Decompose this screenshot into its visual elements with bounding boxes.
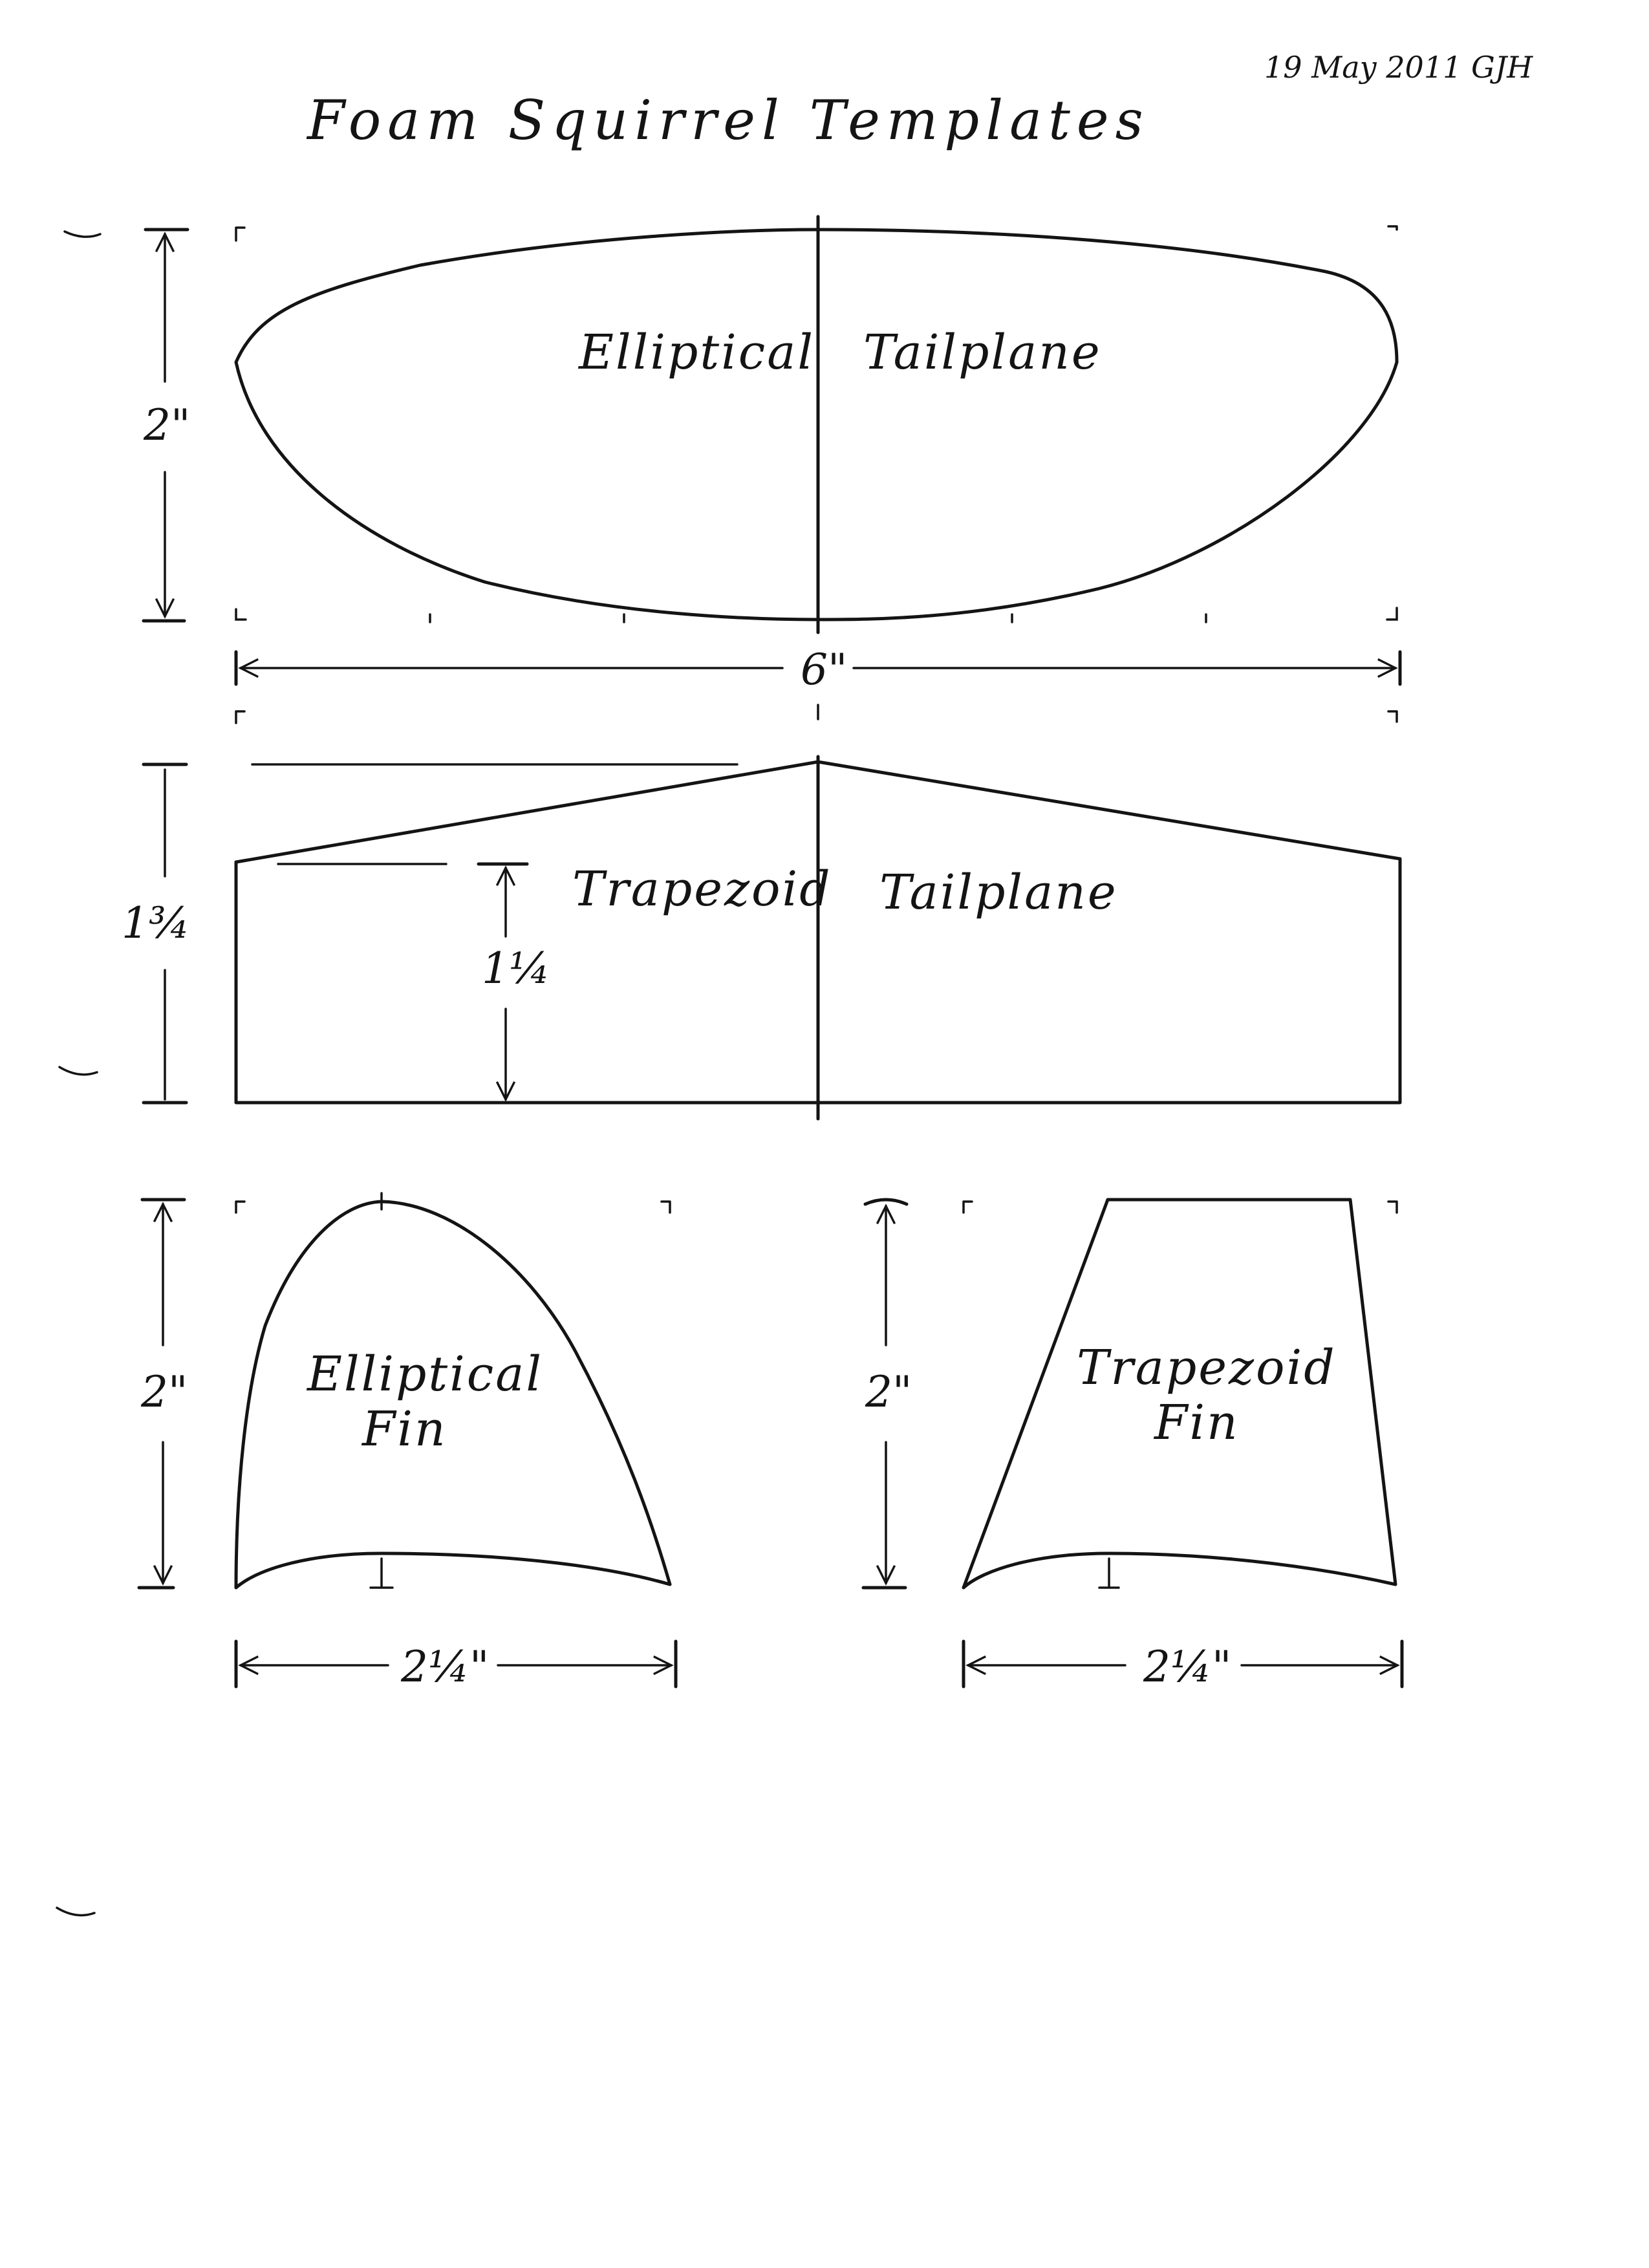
trapezoid-fin-height-dimension — [863, 1200, 912, 1588]
elliptical-fin-height-dimension — [139, 1200, 188, 1588]
elliptical-fin-height-label: 2" — [141, 1367, 188, 1417]
elliptical-fin-label-line2: Fin — [362, 1401, 447, 1457]
corner-tick — [964, 1202, 972, 1213]
elliptical-fin-base-label: 2¼" — [401, 1642, 490, 1692]
corner-tick — [236, 228, 244, 241]
elliptical-tailplane-height-label: 2" — [144, 400, 191, 450]
trapezoid-fin-base-dimension — [964, 1641, 1402, 1692]
elliptical-tailplane-template — [143, 217, 1400, 695]
elliptical-fin-base-dimension — [236, 1641, 676, 1692]
corner-tick — [1388, 1202, 1397, 1213]
trapezoid-fin-height-label: 2" — [865, 1367, 912, 1417]
corner-tick — [236, 1202, 244, 1213]
trapezoid-tailplane-label-left: Trapezoid — [572, 861, 832, 917]
elliptical-tailplane-span-label: 6" — [801, 645, 848, 695]
trapezoid-tailplane-height-dimension — [122, 764, 190, 1103]
elliptical-tailplane-label-right: Tailplane — [863, 325, 1102, 380]
elliptical-fin-template — [139, 1193, 676, 1692]
trapezoid-tailplane-tip-label: 1¼ — [482, 944, 550, 993]
trapezoid-fin-template — [863, 1200, 1402, 1692]
fin-base-tick — [371, 1559, 393, 1588]
trapezoid-tailplane-template — [122, 705, 1400, 1119]
corner-tick — [236, 711, 244, 723]
trapezoid-fin-label-line1: Trapezoid — [1077, 1340, 1337, 1396]
corner-tick — [1388, 711, 1397, 722]
corner-tick — [1388, 226, 1397, 230]
trapezoid-fin-base-label: 2¼" — [1143, 1642, 1232, 1692]
fin-base-tick — [1099, 1559, 1119, 1588]
date-signature: 19 May 2011 GJH — [1264, 50, 1533, 85]
trapezoid-tailplane-tip-dimension — [479, 864, 550, 1099]
trapezoid-fin-label-line2: Fin — [1154, 1395, 1240, 1451]
corner-tick — [1387, 608, 1397, 620]
page-title: Foam Squirrel Templates — [307, 89, 1150, 152]
corner-tick — [236, 609, 246, 620]
binder-marks — [57, 232, 100, 1916]
elliptical-tailplane-label-left: Elliptical — [579, 325, 815, 380]
elliptical-tailplane-height-dimension — [143, 230, 190, 621]
elliptical-tailplane-span-dimension — [236, 645, 1400, 695]
trapezoid-tailplane-height-label: 1¾ — [122, 898, 190, 948]
trapezoid-tailplane-label-right: Tailplane — [879, 865, 1118, 920]
corner-tick — [662, 1202, 670, 1213]
elliptical-fin-label-line1: Elliptical — [307, 1346, 544, 1402]
